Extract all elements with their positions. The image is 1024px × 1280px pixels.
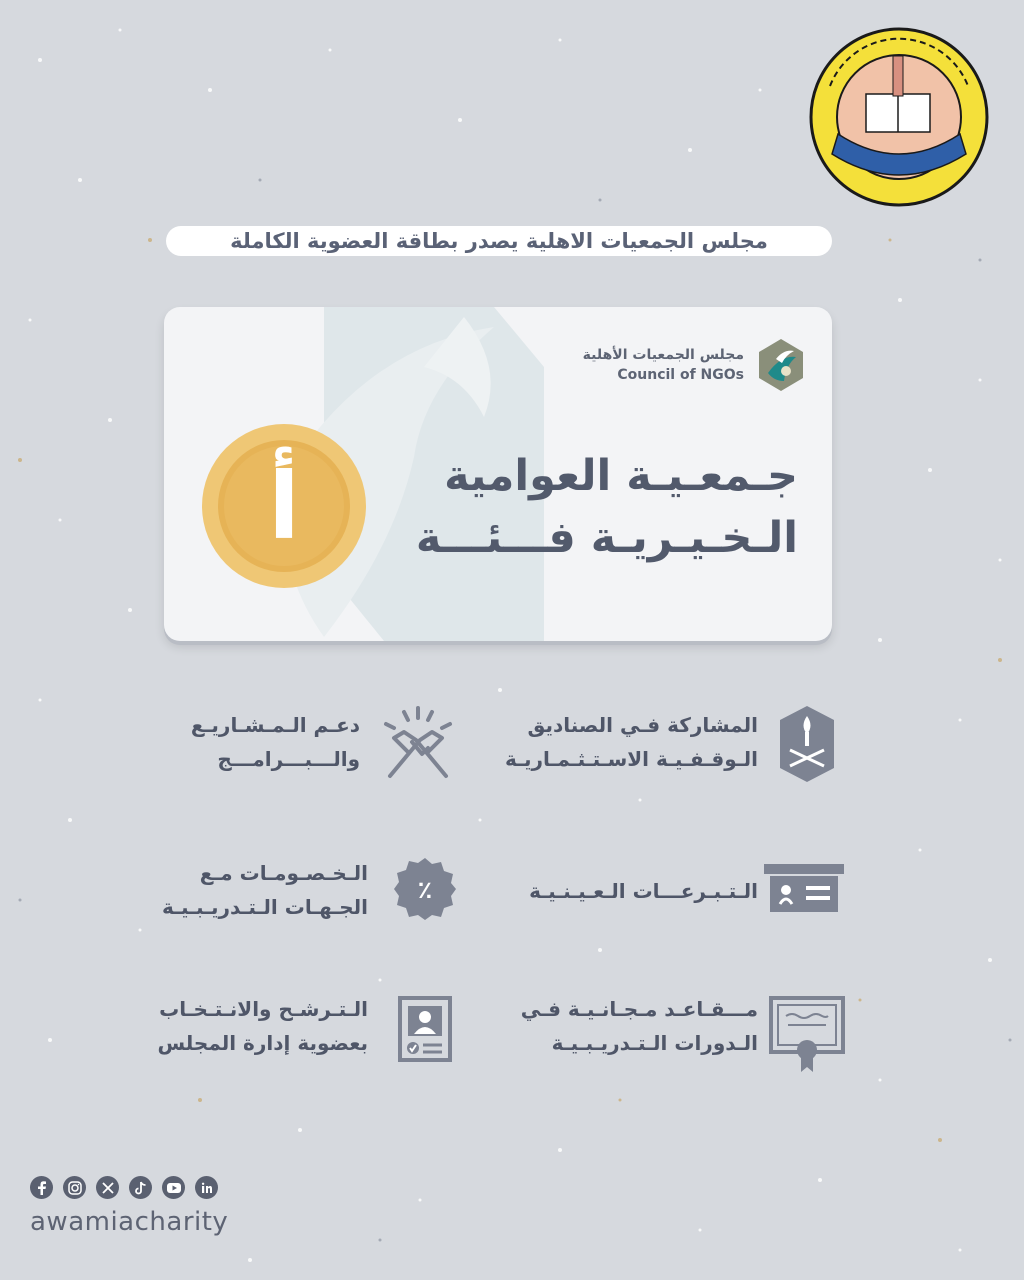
saudi-emblem-icon	[778, 704, 836, 784]
certificate-icon	[768, 994, 846, 1074]
council-logo-icon	[756, 337, 806, 393]
card-title-line2: الـخـيـريـة فـــئـــة	[415, 513, 798, 563]
tiktok-icon[interactable]	[129, 1176, 152, 1199]
benefit-projects-support: دعـم الـمـشـاريـع والـــبـــرامـــج	[190, 713, 360, 771]
benefit-training-discounts: الـخـصـومـات مـع الجـهـات الـتـدريـبـيـة	[162, 861, 368, 919]
council-brand	[583, 337, 806, 393]
council-name-english: Council of NGOs	[617, 367, 744, 383]
council-name-arabic: مجلس الجمعيات الأهلية	[582, 347, 744, 363]
charity-logo	[808, 26, 990, 208]
membership-card	[164, 307, 832, 641]
headline-banner	[166, 226, 832, 256]
benefit-in-kind-donations: الـتـبـرعـــات الـعـيـنـيـة	[529, 879, 758, 903]
benefit-free-training-seats: مـــقـاعـد مـجـانـيـة فـي الـدورات الـتـدريـبـيـة	[520, 997, 758, 1055]
grade-coin	[200, 422, 368, 590]
social-links	[30, 1176, 218, 1199]
card-title-line1: جـمعـيـة العوامية	[444, 451, 798, 501]
linkedin-icon[interactable]	[195, 1176, 218, 1199]
instagram-icon[interactable]	[63, 1176, 86, 1199]
facebook-icon[interactable]	[30, 1176, 53, 1199]
benefit-investment-funds: المشاركة فـي الصناديق الـوقـفـيـة الاسـتـثـمـاريـة	[505, 713, 758, 771]
grade-letter: أ	[268, 453, 300, 560]
handshake-icon	[376, 702, 460, 782]
card-title	[398, 445, 798, 569]
youtube-icon[interactable]	[162, 1176, 185, 1199]
svg-text:٪: ٪	[417, 876, 433, 904]
social-handle[interactable]: awamiacharity	[30, 1207, 229, 1237]
benefit-board-nomination: الـتـرشـح والانـتـخـاب بعضوية إدارة المجلس	[157, 997, 368, 1055]
donation-box-icon	[764, 862, 844, 914]
discount-badge-icon	[392, 856, 458, 922]
headline-text: مجلس الجمعيات الاهلية يصدر بطاقة العضوية الكاملة	[230, 229, 768, 253]
candidate-card-icon	[398, 996, 452, 1062]
x-icon[interactable]	[96, 1176, 119, 1199]
